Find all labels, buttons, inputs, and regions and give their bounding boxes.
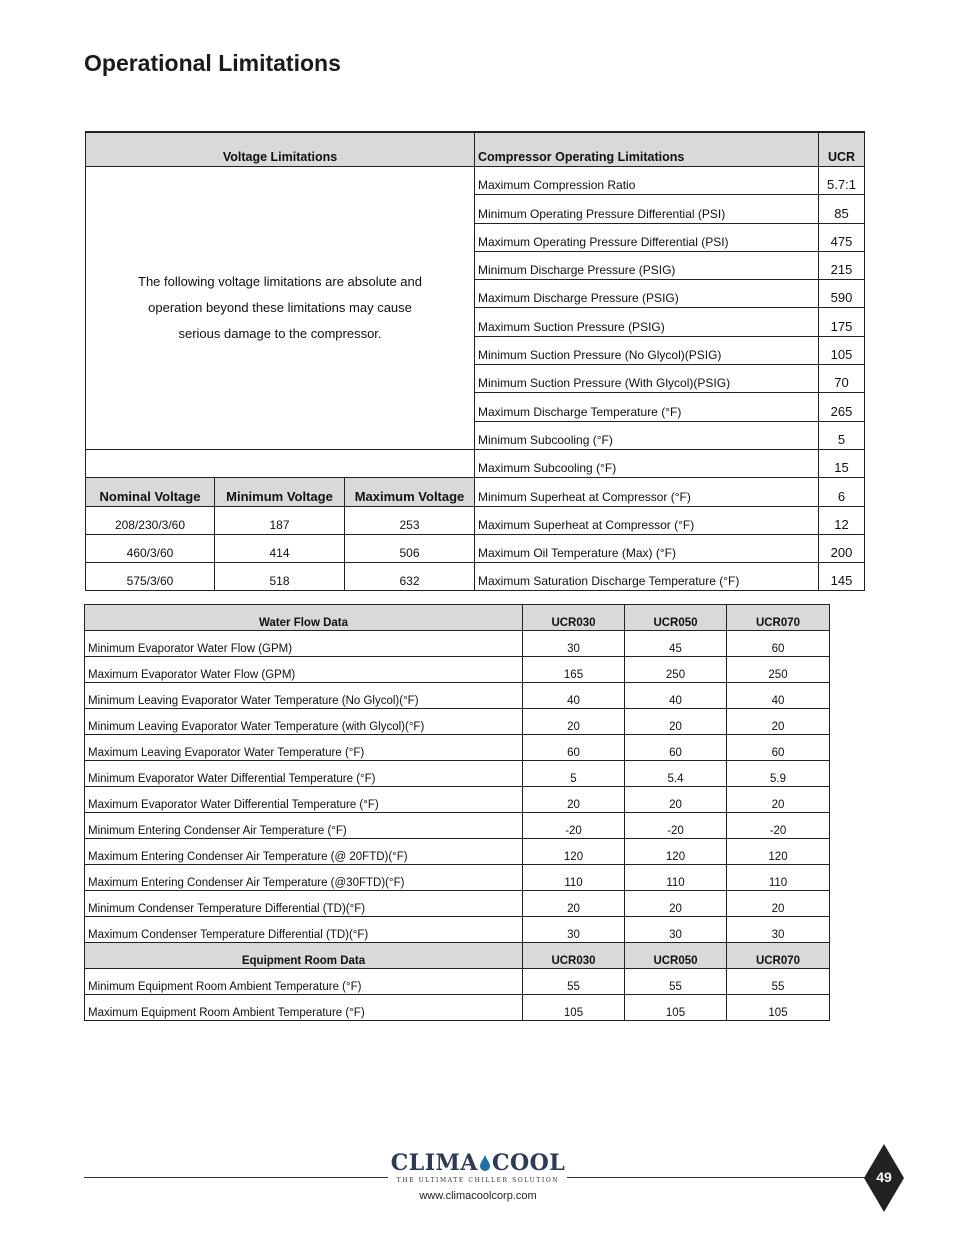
row-value: 20 <box>727 709 830 735</box>
website-url: www.climacoolcorp.com <box>419 1190 537 1202</box>
limit-value: 590 <box>819 280 865 308</box>
nominal-voltage: 575/3/60 <box>86 563 215 591</box>
limit-value: 200 <box>819 534 865 562</box>
voltage-compressor-table <box>85 131 865 591</box>
table-row <box>86 506 865 534</box>
row-value: 30 <box>523 917 625 943</box>
maximum-voltage: 253 <box>345 506 475 534</box>
column-header: UCR030 <box>523 943 625 969</box>
table-row <box>85 891 830 917</box>
row-value: 40 <box>523 683 625 709</box>
column-header: UCR050 <box>625 605 727 631</box>
table-row <box>85 709 830 735</box>
minimum-voltage-header: Minimum Voltage <box>215 478 345 506</box>
row-label: Minimum Equipment Room Ambient Temperature (°F) <box>85 969 523 995</box>
voltage-description <box>86 167 475 450</box>
row-label: Minimum Evaporator Water Differential Temperature (°F) <box>85 761 523 787</box>
row-value: 30 <box>523 631 625 657</box>
maximum-voltage-header: Maximum Voltage <box>345 478 475 506</box>
logo-wordmark <box>390 1150 566 1176</box>
row-value: 120 <box>625 839 727 865</box>
limit-label: Maximum Oil Temperature (Max) (°F) <box>475 534 819 562</box>
compressor-limitations-header: Compressor Operating Limitations <box>475 132 819 167</box>
table-row <box>85 813 830 839</box>
row-value: 5.9 <box>727 761 830 787</box>
table-row <box>85 735 830 761</box>
description-line: operation beyond these limitations may cause <box>148 299 412 315</box>
page-number: 49 <box>876 1169 892 1185</box>
row-label: Maximum Entering Condenser Air Temperature (@30FTD)(°F) <box>85 865 523 891</box>
table-row <box>85 683 830 709</box>
row-value: 120 <box>523 839 625 865</box>
page-title: Operational Limitations <box>84 50 341 76</box>
row-value: 40 <box>625 683 727 709</box>
row-value: 40 <box>727 683 830 709</box>
blank-cell <box>86 449 475 477</box>
table-row <box>85 995 830 1021</box>
row-label: Minimum Entering Condenser Air Temperature (°F) <box>85 813 523 839</box>
row-value: 110 <box>625 865 727 891</box>
ucr-column-header: UCR <box>819 132 865 167</box>
row-label: Maximum Entering Condenser Air Temperature (@ 20FTD)(°F) <box>85 839 523 865</box>
water-drop-icon <box>479 1151 491 1167</box>
row-value: 55 <box>625 969 727 995</box>
limit-label: Minimum Discharge Pressure (PSIG) <box>475 251 819 279</box>
limit-value: 215 <box>819 251 865 279</box>
limit-label: Maximum Subcooling (°F) <box>475 449 819 477</box>
water-flow-header: Water Flow Data <box>85 605 523 631</box>
row-value: 110 <box>523 865 625 891</box>
row-label: Minimum Leaving Evaporator Water Temperature (with Glycol)(°F) <box>85 709 523 735</box>
row-value: 250 <box>727 657 830 683</box>
row-value: 120 <box>727 839 830 865</box>
limit-value: 265 <box>819 393 865 421</box>
water-rows <box>85 631 830 943</box>
limit-value: 15 <box>819 449 865 477</box>
logo-tagline: THE ULTIMATE CHILLER SOLUTION <box>396 1177 560 1184</box>
voltage-limitations-header: Voltage Limitations <box>86 132 475 167</box>
row-label: Maximum Leaving Evaporator Water Temperature (°F) <box>85 735 523 761</box>
limit-value: 12 <box>819 506 865 534</box>
table-row <box>85 865 830 891</box>
row-value: 30 <box>727 917 830 943</box>
row-label: Maximum Evaporator Water Flow (GPM) <box>85 657 523 683</box>
equipment-room-header: Equipment Room Data <box>85 943 523 969</box>
table-row <box>85 917 830 943</box>
row-label: Minimum Leaving Evaporator Water Temperature (No Glycol)(°F) <box>85 683 523 709</box>
row-value: 20 <box>625 891 727 917</box>
table-row <box>85 787 830 813</box>
row-value: 20 <box>625 787 727 813</box>
row-value: 45 <box>625 631 727 657</box>
limit-value: 5 <box>819 421 865 449</box>
footer-rule-right <box>567 1177 865 1178</box>
limit-label: Maximum Saturation Discharge Temperature (°F) <box>475 563 819 591</box>
limit-value: 105 <box>819 336 865 364</box>
row-label: Maximum Equipment Room Ambient Temperature (°F) <box>85 995 523 1021</box>
limit-value: 475 <box>819 223 865 251</box>
row-value: 55 <box>523 969 625 995</box>
maximum-voltage: 632 <box>345 563 475 591</box>
minimum-voltage: 414 <box>215 534 345 562</box>
row-value: 60 <box>625 735 727 761</box>
table-row <box>86 534 865 562</box>
row-label: Minimum Evaporator Water Flow (GPM) <box>85 631 523 657</box>
description-line: serious damage to the compressor. <box>178 325 382 341</box>
row-value: 165 <box>523 657 625 683</box>
table-row <box>85 969 830 995</box>
row-label: Maximum Evaporator Water Differential Temperature (°F) <box>85 787 523 813</box>
limit-value: 6 <box>819 478 865 506</box>
table-row <box>85 761 830 787</box>
row-value: 105 <box>625 995 727 1021</box>
table-header-row <box>85 943 830 969</box>
row-value: 20 <box>727 787 830 813</box>
limit-value: 85 <box>819 195 865 223</box>
row-value: 60 <box>523 735 625 761</box>
row-value: 5.4 <box>625 761 727 787</box>
table-row <box>86 563 865 591</box>
limit-label: Maximum Suction Pressure (PSIG) <box>475 308 819 336</box>
limit-label: Minimum Superheat at Compressor (°F) <box>475 478 819 506</box>
limit-value: 175 <box>819 308 865 336</box>
row-value: 250 <box>625 657 727 683</box>
column-header: UCR030 <box>523 605 625 631</box>
row-value: 105 <box>727 995 830 1021</box>
limit-label: Maximum Superheat at Compressor (°F) <box>475 506 819 534</box>
column-header: UCR050 <box>625 943 727 969</box>
table-row <box>86 449 865 477</box>
row-label: Minimum Condenser Temperature Differential (TD)(°F) <box>85 891 523 917</box>
row-value: 5 <box>523 761 625 787</box>
logo-text-clima: CLIMA <box>390 1150 478 1176</box>
footer-rule-left <box>84 1177 388 1178</box>
table-row <box>85 657 830 683</box>
row-value: -20 <box>523 813 625 839</box>
row-value: 60 <box>727 735 830 761</box>
column-header: UCR070 <box>727 943 830 969</box>
table-row <box>86 478 865 506</box>
limit-label: Maximum Compression Ratio <box>475 167 819 195</box>
row-value: 20 <box>727 891 830 917</box>
nominal-voltage-header: Nominal Voltage <box>86 478 215 506</box>
row-value: 110 <box>727 865 830 891</box>
limit-label: Maximum Discharge Pressure (PSIG) <box>475 280 819 308</box>
limit-label: Minimum Suction Pressure (No Glycol)(PSIG) <box>475 336 819 364</box>
logo-text-cool: COOL <box>491 1150 566 1176</box>
row-value: 60 <box>727 631 830 657</box>
row-value: 30 <box>625 917 727 943</box>
limit-label: Minimum Suction Pressure (With Glycol)(PSIG) <box>475 365 819 393</box>
table-header-row <box>85 605 830 631</box>
column-header: UCR070 <box>727 605 830 631</box>
minimum-voltage: 518 <box>215 563 345 591</box>
row-value: 20 <box>523 787 625 813</box>
row-value: 20 <box>523 891 625 917</box>
maximum-voltage: 506 <box>345 534 475 562</box>
row-value: 105 <box>523 995 625 1021</box>
description-line: The following voltage limitations are absolute and <box>138 273 423 289</box>
limit-label: Maximum Operating Pressure Differential (PSI) <box>475 223 819 251</box>
equipment-rows <box>85 969 830 1021</box>
row-value: 20 <box>523 709 625 735</box>
limit-value: 145 <box>819 563 865 591</box>
climacool-logo <box>390 1150 566 1184</box>
table-row <box>85 839 830 865</box>
row-value: 55 <box>727 969 830 995</box>
limit-label: Maximum Discharge Temperature (°F) <box>475 393 819 421</box>
row-value: -20 <box>727 813 830 839</box>
minimum-voltage: 187 <box>215 506 345 534</box>
limit-value: 5.7:1 <box>819 167 865 195</box>
row-value: -20 <box>625 813 727 839</box>
table-row <box>85 631 830 657</box>
limit-value: 70 <box>819 365 865 393</box>
row-label: Maximum Condenser Temperature Differential (TD)(°F) <box>85 917 523 943</box>
limit-label: Minimum Operating Pressure Differential (PSI) <box>475 195 819 223</box>
table-row <box>86 167 865 195</box>
water-flow-table <box>84 604 830 1021</box>
limit-label: Minimum Subcooling (°F) <box>475 421 819 449</box>
table-header-row <box>86 132 865 167</box>
nominal-voltage: 460/3/60 <box>86 534 215 562</box>
row-value: 20 <box>625 709 727 735</box>
nominal-voltage: 208/230/3/60 <box>86 506 215 534</box>
